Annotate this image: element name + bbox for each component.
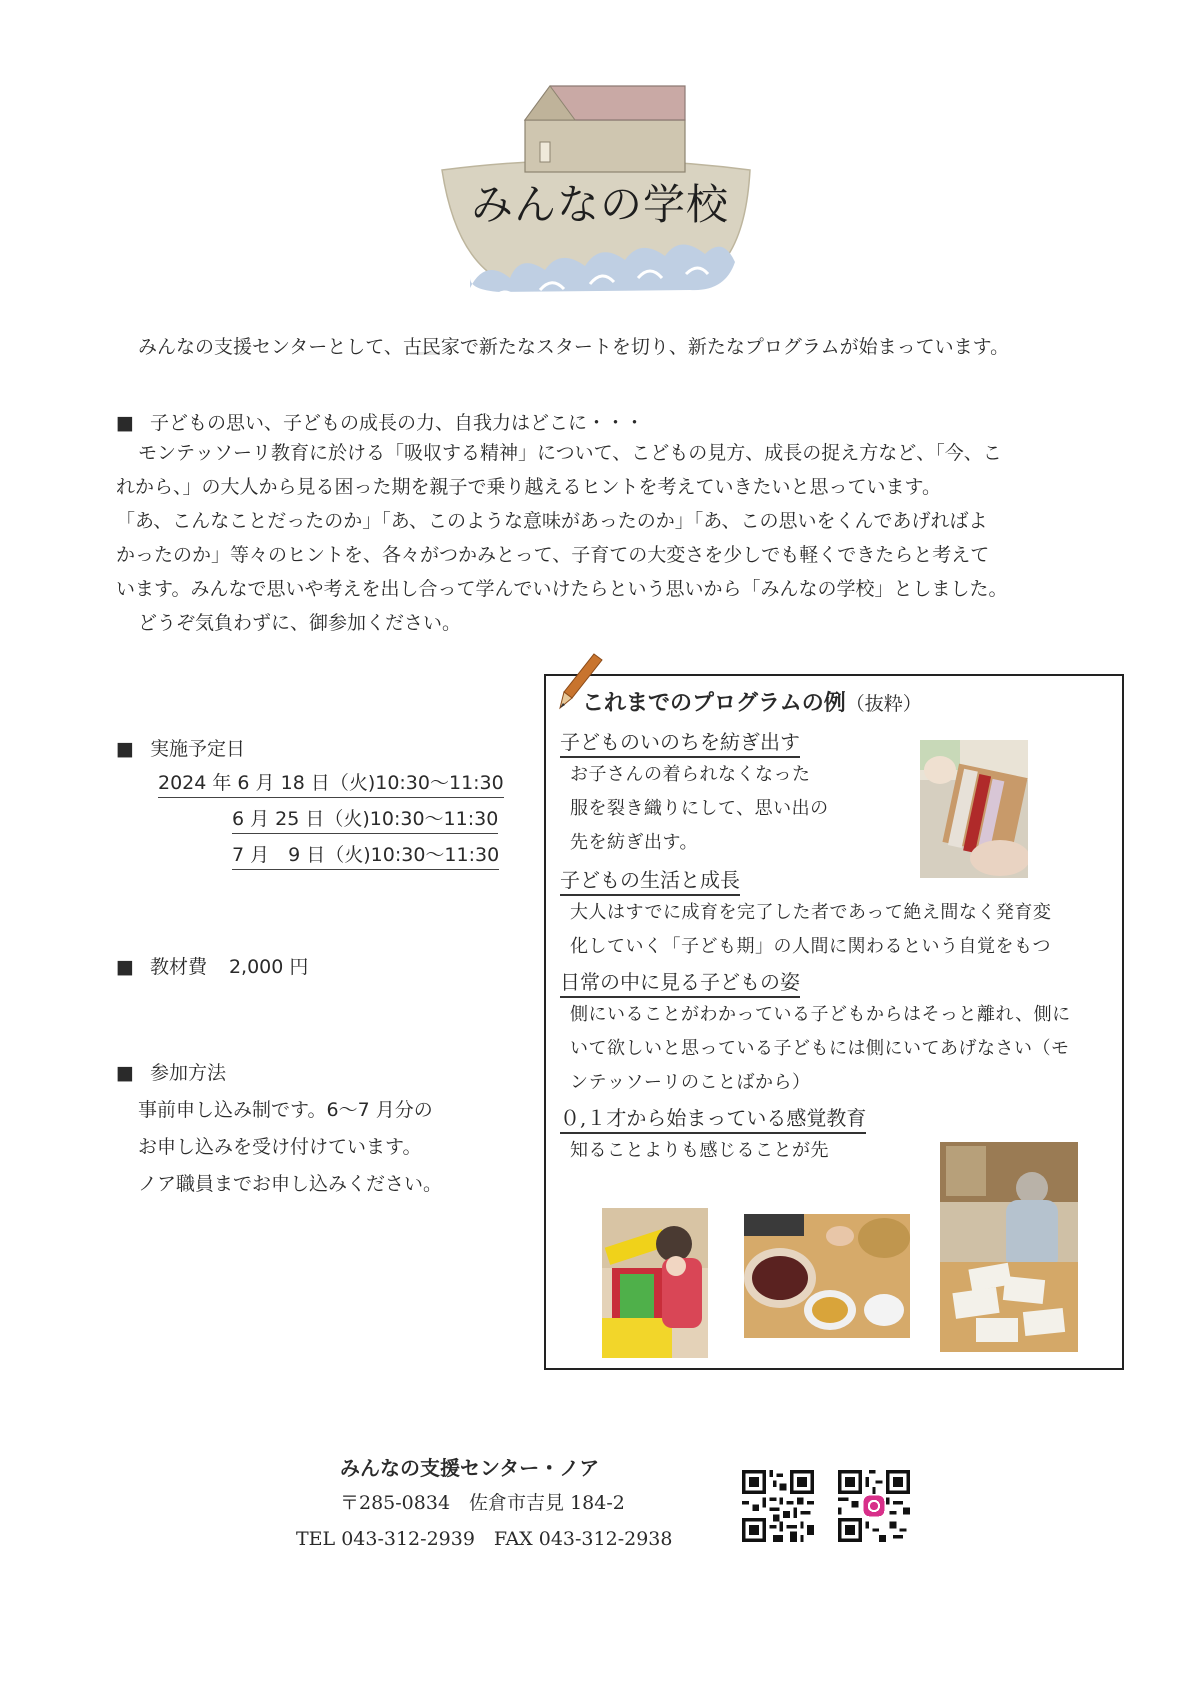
adult-reading-photo [940,1142,1078,1352]
bullet-square-icon: ■ [116,1062,134,1084]
program-line: 側にいることがわかっている子どもからはそっと離れ、側に [570,1004,1071,1025]
intro-line: れから、」の大人から見る困った期を親子で乗り越えるヒントを考えていきたいと思っています。 [116,476,941,498]
program-line: お子さんの着られなくなった [570,764,811,785]
child-playing-photo [602,1208,708,1358]
join-heading [116,1058,226,1085]
intro-heading-text: 子どもの思い、子どもの成長の力、自我力はどこに・・・ [149,412,644,434]
fee-heading: 教材費 [149,956,207,978]
schedule-heading [116,734,245,761]
footer-org: みんなの支援センター・ノア [340,1456,600,1480]
intro-line: 「あ、こんなことだったのか」「あ、このような意味があったのか」「あ、この思いをくんであげればよ [116,510,988,532]
program-heading: 日常の中に見る子どもの姿 [560,966,800,998]
page-title: みんなの学校 [470,180,729,229]
join-line: ノア職員までお申し込みください。 [138,1173,443,1195]
bullet-square-icon: ■ [116,738,134,760]
intro-line: います。みんなで思いや考えを出し合って学んでいけたらという思いから「みんなの学校」としました。 [116,578,1008,600]
program-line: ンテッソーリのことばから） [570,1072,811,1093]
intro-body [116,436,1007,640]
program-line: 知ることよりも感じることが先 [570,1140,829,1161]
schedule-date: 2024 年 6 月 18 日（火)10:30～11:30 [158,768,504,798]
fee-row [116,952,308,979]
footer-address: 〒285-0834 佐倉市吉見 184-2 [340,1492,625,1514]
lead-text: みんなの支援センターとして、古民家で新たなスタートを切り、新たなプログラムが始まっています。 [138,336,1010,358]
fee-value: 2,000 円 [228,956,309,978]
schedule-date: 6 月 25 日（火)10:30～11:30 [232,804,498,834]
program-line: 大人はすでに成育を完了した者であって絶え間なく発育変 [570,902,1052,923]
program-text [570,758,829,860]
program-heading: 子どものいのちを紡ぎ出す [560,726,800,758]
join-heading-text: 参加方法 [149,1062,226,1084]
intro-line: モンテッソーリ教育に於ける「吸収する精神」について、こどもの見方、成長の捉え方など、「今、こ [138,442,1002,464]
program-title-note: （抜粋） [845,693,922,715]
join-line: お申し込みを受け付けています。 [138,1136,422,1158]
program-line: 服を裂き織りにして、思い出の [570,798,829,819]
program-text [570,998,1071,1100]
intro-line: どうぞ気負わずに、御参加ください。 [138,612,462,634]
program-line: いて欲しいと思っている子どもには側にいてあげなさい（モ [570,1038,1070,1059]
footer-contact: TEL 043-312-2939 FAX 043-312-2938 [296,1528,673,1550]
weaving-photo [920,740,1028,878]
program-heading: 子どもの生活と成長 [560,864,740,896]
program-line: 化していく「子ども期」の人間に関わるという自覚をもつ [570,936,1051,957]
program-title-text: これまでのプログラムの例 [582,690,846,716]
program-text [570,896,1051,964]
beans-photo [744,1214,910,1338]
program-heading: ０,１才から始まっている感覚教育 [560,1102,866,1134]
intro-heading [116,408,644,435]
schedule-date: 7 月 9 日（火)10:30～11:30 [232,840,499,870]
instagram-qr-code-icon[interactable] [838,1470,910,1542]
bullet-square-icon: ■ [116,956,134,978]
schedule-heading-text: 実施予定日 [149,738,245,760]
intro-line: かったのか」等々のヒントを、各々がつかみとって、子育ての大変さを少しでも軽くできたらと考えて [116,544,990,566]
program-line: 先を紡ぎ出す。 [570,832,699,853]
join-line: 事前申し込み制です。6～7 月分の [138,1099,433,1121]
bullet-square-icon: ■ [116,412,134,434]
join-body [138,1092,442,1203]
program-box-title [582,686,922,717]
program-text [570,1134,829,1168]
qr-code-icon[interactable] [742,1470,814,1542]
